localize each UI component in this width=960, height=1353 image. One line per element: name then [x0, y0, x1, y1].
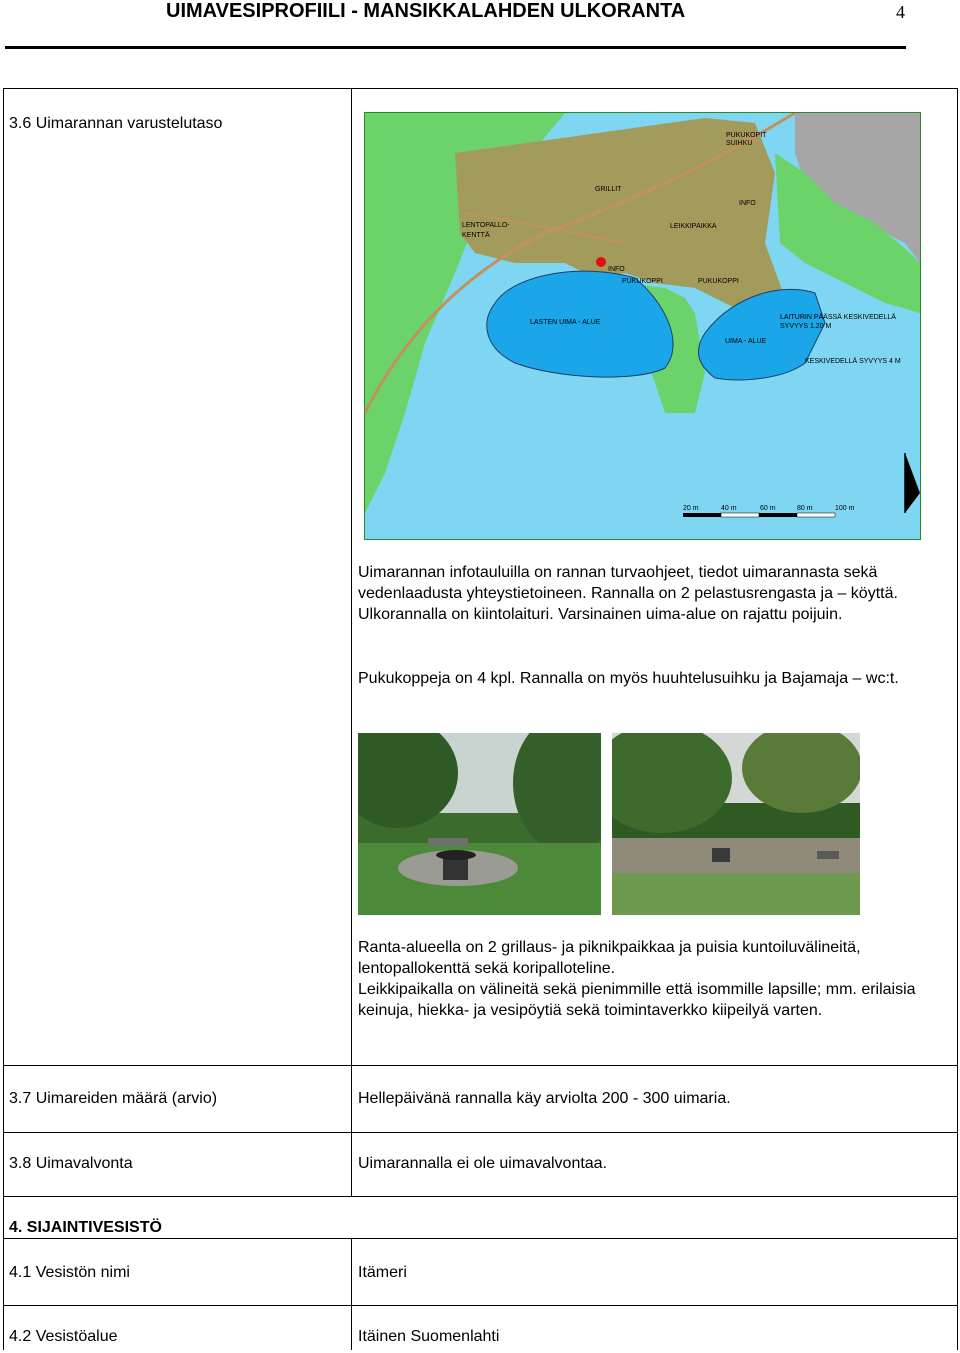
map-label-laiturin-1: LAITURIN PÄÄSSÄ KESKIVEDELLÄ	[780, 314, 896, 321]
beach-photo-shore	[612, 733, 860, 915]
page-number: 4	[896, 2, 905, 22]
map-label-grillit: GRILLIT	[595, 186, 622, 193]
map-label-lentopallo-1: LENTOPALLO-	[462, 222, 510, 229]
map-label-suihku: SUIHKU	[726, 140, 753, 147]
section-3-8-value: Uimarannalla ei ole uimavalvontaa.	[358, 1155, 608, 1172]
document-title: UIMAVESIPROFIILI - MANSIKKALAHDEN ULKORANTA	[166, 0, 686, 22]
map-info-marker	[596, 257, 606, 267]
section-3-7-value: Hellepäivänä rannalla käy arviolta 200 - 300 uimaria.	[358, 1090, 731, 1107]
map-scale-60: 60 m	[760, 505, 776, 512]
map-svg	[365, 113, 920, 539]
map-scale-bar	[683, 513, 835, 517]
row-divider	[3, 1238, 958, 1239]
beach-photo-grill-area	[358, 733, 601, 915]
map-scale-80: 80 m	[797, 505, 813, 512]
row-divider	[3, 1196, 958, 1197]
map-label-leikkipaikka: LEIKKIPAIKKA	[670, 223, 717, 230]
section-3-7-label: 3.7 Uimareiden määrä (arvio)	[9, 1090, 218, 1107]
section-4-heading: 4. SIJAINTIVESISTÖ	[9, 1219, 162, 1236]
row-divider	[3, 1305, 958, 1306]
section-3-6-label: 3.6 Uimarannan varustelutaso	[9, 115, 223, 132]
table-right-border	[957, 88, 958, 1350]
column-divider-upper	[351, 88, 352, 1196]
column-divider-lower	[351, 1238, 352, 1350]
table-top-border	[3, 88, 958, 89]
map-label-laiturin-2: SYVYYS 1.20 M	[780, 323, 832, 330]
row-divider	[3, 1132, 958, 1133]
picnic-playground-paragraph	[358, 937, 948, 1021]
picnic-paragraph: Ranta-alueella on 2 grillaus- ja piknikpaikkaa ja puisia kuntoiluvälineitä, lentopallokenttä sekä koripalloteline.	[358, 939, 861, 977]
section-4-2-value: Itäinen Suomenlahti	[358, 1328, 500, 1345]
row-divider	[3, 1065, 958, 1066]
map-scale-40: 40 m	[721, 505, 737, 512]
section-3-8-label: 3.8 Uimavalvonta	[9, 1155, 133, 1172]
map-label-info-mid: INFO	[608, 266, 625, 273]
playground-paragraph: Leikkipaikalla on välineitä sekä pienimmille että isommille lapsille; mm. erilaisia keinuja, hiekka- ja vesipöytiä sekä toimintaverkko kiipeilyä varten.	[358, 981, 916, 1019]
map-label-info-top: INFO	[739, 200, 756, 207]
map-label-pukukoppi-left: PUKUKOPPI	[622, 278, 663, 285]
beach-map	[364, 112, 921, 540]
map-label-pukukopit: PUKUKOPIT	[726, 132, 767, 139]
map-label-keskivedella: KESKIVEDELLÄ SYVYYS 4 M	[805, 358, 901, 365]
header-rule	[5, 46, 906, 49]
section-4-1-label: 4.1 Vesistön nimi	[9, 1264, 130, 1281]
map-label-uima-alue: UIMA - ALUE	[725, 338, 767, 345]
map-label-pukukoppi-right: PUKUKOPPI	[698, 278, 739, 285]
equipment-paragraph: Uimarannan infotauluilla on rannan turvaohjeet, tiedot uimarannasta sekä vedenlaadusta yhteystietoineen. Rannalla on 2 pelastusrengasta ja – köyttä. Ulkorannalla on kiintolaituri. Varsinainen uima-alue on rajattu poijuin.	[358, 564, 898, 623]
section-4-2-label: 4.2 Vesistöalue	[9, 1328, 118, 1345]
map-scale-20: 20 m	[683, 505, 699, 512]
changing-rooms-paragraph: Pukukoppeja on 4 kpl. Rannalla on myös huuhtelusuihku ja Bajamaja – wc:t.	[358, 670, 899, 687]
section-4-1-value: Itämeri	[358, 1264, 407, 1281]
table-left-border	[3, 88, 4, 1350]
map-label-lentopallo-2: KENTTÄ	[462, 232, 490, 239]
map-label-lasten-uima-alue: LASTEN UIMA - ALUE	[530, 319, 601, 326]
map-scale-100: 100 m	[835, 505, 855, 512]
